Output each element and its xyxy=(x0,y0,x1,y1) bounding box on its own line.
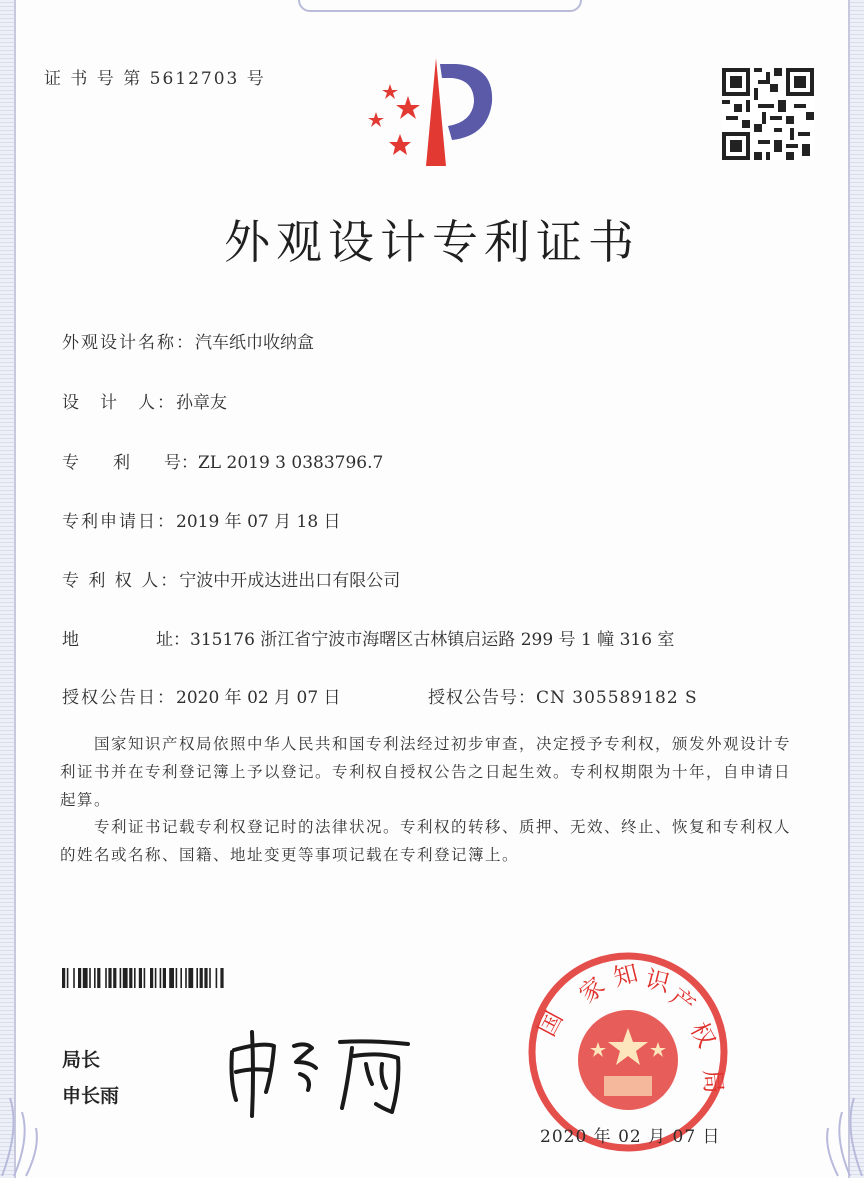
designer-label: 设 计 人： xyxy=(62,393,176,413)
barcode-bar xyxy=(83,968,88,988)
barcode-bar xyxy=(108,968,111,988)
design-name-value: 汽车纸巾收纳盒 xyxy=(195,333,314,353)
design-name-row xyxy=(62,328,314,353)
grant-number-label: 授权公告号： xyxy=(428,688,536,708)
certificate-number-suffix: 号 xyxy=(246,69,266,89)
barcode-bar xyxy=(94,968,96,988)
patentee-row xyxy=(62,566,400,591)
barcode-bar xyxy=(209,968,211,988)
barcode-bar xyxy=(180,968,182,988)
statement-paragraph-1: 国家知识产权局依照中华人民共和国专利法经过初步审查，决定授予专利权，颁发外观设计专利证书并在专利登记簿上予以登记。专利权自授权公告之日起生效。专利权期限为十年，自申请日起算。 xyxy=(60,735,792,809)
seal-char-3: 识 xyxy=(642,964,673,998)
barcode-bar xyxy=(97,968,100,988)
grant-date-label: 授权公告日： xyxy=(62,688,176,708)
patentee-label: 专 利 权 人： xyxy=(62,571,180,591)
filing-date-label: 专利申请日： xyxy=(62,512,176,532)
grant-date-value: 2020 年 02 月 07 日 xyxy=(176,688,341,708)
barcode-bar xyxy=(73,968,75,988)
barcode-bar xyxy=(78,968,81,988)
director-name: 申长雨 xyxy=(62,1085,120,1107)
barcode-bar xyxy=(220,968,223,988)
seal-char-1: 家 xyxy=(573,971,611,1009)
top-border-ornament xyxy=(298,0,582,12)
patent-number-value: ZL 2019 3 0383796.7 xyxy=(198,453,384,473)
address-row xyxy=(62,625,674,650)
grant-number-value: CN 305589182 S xyxy=(536,688,698,708)
barcode-bar xyxy=(204,968,207,988)
director-block xyxy=(62,1042,119,1114)
barcode-bar xyxy=(163,968,166,988)
certificate-number xyxy=(44,64,266,89)
designer-row xyxy=(62,388,227,413)
seal-char-2: 知 xyxy=(610,958,641,992)
filing-date-value: 2019 年 07 月 18 日 xyxy=(176,512,341,532)
barcode-bar xyxy=(62,968,65,988)
director-title: 局长 xyxy=(62,1049,101,1071)
seal-char-5: 权 xyxy=(684,1017,721,1053)
patent-office-emblem xyxy=(360,56,510,168)
patentee-value: 宁波中开成达进出口有限公司 xyxy=(179,571,401,591)
patent-number-row xyxy=(62,448,383,473)
barcode-bar xyxy=(113,968,116,988)
corner-ornament-left xyxy=(0,1088,60,1178)
barcode-bar xyxy=(200,968,203,988)
corner-ornament-right xyxy=(804,1088,864,1178)
certificate-number-value: 5612703 xyxy=(149,69,240,89)
barcode xyxy=(62,968,308,988)
barcode-bar xyxy=(150,968,153,988)
barcode-bar xyxy=(89,968,91,988)
address-label-right: 址： xyxy=(156,630,190,650)
seal-char-0: 国 xyxy=(532,1006,569,1041)
grant-number-row xyxy=(428,683,698,708)
right-border-ornament xyxy=(848,0,864,1178)
filing-date-row xyxy=(62,507,341,532)
barcode-bar xyxy=(67,968,69,988)
grant-date-row xyxy=(62,683,341,708)
barcode-bar xyxy=(216,968,218,988)
address-label-left: 地 xyxy=(62,630,79,650)
seal-char-6: 局 xyxy=(698,1068,728,1095)
barcode-bar xyxy=(155,968,157,988)
certificate-title: 外观设计专利证书 xyxy=(224,215,640,269)
barcode-bar xyxy=(105,968,107,988)
statement-paragraph-2: 专利证书记载专利权登记时的法律状况。专利权的转移、质押、无效、终止、恢复和专利权人的姓名或名称、国籍、地址变更等事项记载在专利登记簿上。 xyxy=(60,818,792,864)
barcode-bar xyxy=(176,968,178,988)
left-border-ornament xyxy=(0,0,16,1178)
barcode-bar xyxy=(139,968,142,988)
barcode-bar xyxy=(120,968,122,988)
barcode-bar xyxy=(123,968,128,988)
barcode-bar xyxy=(196,968,198,988)
barcode-bar xyxy=(188,968,193,988)
barcode-bar xyxy=(169,968,174,988)
barcode-bar xyxy=(185,968,187,988)
seal-char-4: 产 xyxy=(664,982,701,1020)
director-signature xyxy=(222,1012,432,1122)
barcode-bar xyxy=(160,968,162,988)
patent-number-label: 专 利 号： xyxy=(62,453,198,473)
certificate-number-label: 证 书 号 第 xyxy=(44,69,143,89)
qr-code xyxy=(722,68,814,160)
designer-value: 孙章友 xyxy=(176,393,227,413)
design-name-label: 外观设计名称： xyxy=(62,333,195,353)
address-value: 315176 浙江省宁波市海曙区古林镇启运路 299 号 1 幢 316 室 xyxy=(190,630,675,650)
barcode-bar xyxy=(144,968,146,988)
barcode-bar xyxy=(134,968,136,988)
barcode-bar xyxy=(129,968,132,988)
seal-date: 2020 年 02 月 07 日 xyxy=(540,1127,721,1147)
